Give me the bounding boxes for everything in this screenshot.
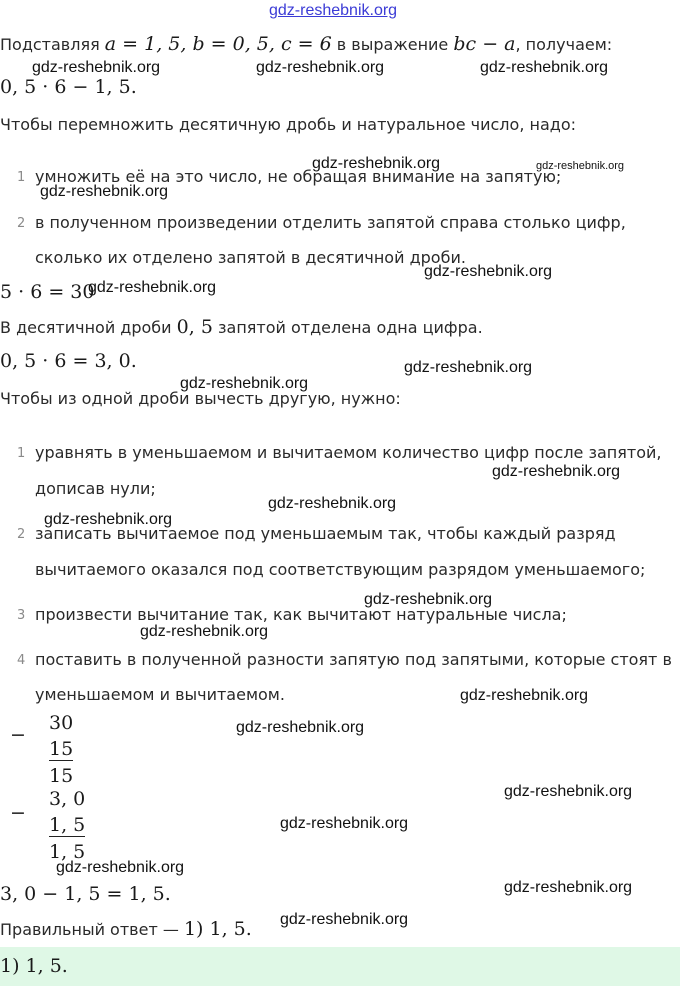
calc-subtraction: 3, 0 − 1, 5 = 1, 5. [0, 883, 171, 905]
decimal-note-suffix: запятой отделена одна цифра. [212, 318, 483, 337]
intro-suffix: , получаем: [515, 35, 613, 54]
intro-expression: bc − a [453, 33, 516, 55]
subtract-rule-heading: Чтобы из одной дроби вычесть другую, нужно: [0, 389, 401, 408]
multiply-step-number: 1 [17, 170, 26, 185]
watermark-text: gdz-reshebnik.org [280, 911, 409, 928]
watermark-text: gdz-reshebnik.org [180, 375, 309, 392]
multiply-step-text: в полученном произведении отделить запятой справа столько цифр, [35, 213, 626, 232]
subtract-step-text: уравнять в уменьшаемом и вычитаемом количество цифр после запятой, [35, 443, 662, 462]
intro-result: 0, 5 · 6 − 1, 5. [0, 76, 137, 98]
multiply-step-number: 2 [17, 216, 26, 231]
subtract-step-text: вычитаемого оказался под соответствующим разрядом уменьшаемого; [35, 560, 646, 579]
watermark-text: gdz-reshebnik.org [504, 879, 633, 896]
watermark-text: gdz-reshebnik.org [492, 463, 621, 480]
multiply-step-text: умножить её на это число, не обращая внимание на запятую; [35, 167, 562, 186]
answer-line-value: 1) 1, 5. [183, 918, 252, 940]
column1-difference: 15 [49, 765, 74, 787]
column1-minus-sign: − [10, 724, 26, 746]
watermark-text: gdz-reshebnik.org [504, 783, 633, 800]
column1-subtrahend: 15 [49, 738, 74, 760]
watermark-text: gdz-reshebnik.org [364, 591, 493, 608]
multiply-rule-heading: Чтобы перемножить десятичную дробь и натуральное число, надо: [0, 115, 576, 134]
decimal-note-text: В десятичной дроби [0, 318, 177, 337]
answer-box [0, 947, 680, 986]
watermark-text: gdz-reshebnik.org [44, 511, 173, 528]
subtract-step-text: поставить в полученной разности запятую под запятыми, которые стоят в [35, 650, 672, 669]
watermark-text: gdz-reshebnik.org [536, 160, 625, 172]
watermark-text: gdz-reshebnik.org [88, 279, 217, 296]
column2-minus-sign: − [10, 802, 26, 824]
watermark-text: gdz-reshebnik.org [32, 59, 161, 76]
intro-line [0, 33, 612, 55]
calc-decimal-product: 0, 5 · 6 = 3, 0. [0, 350, 137, 372]
subtract-step-text: уменьшаемом и вычитаемом. [35, 685, 285, 704]
watermark-text: gdz-reshebnik.org [424, 263, 553, 280]
intro-values: a = 1, 5, b = 0, 5, c = 6 [104, 33, 332, 55]
decimal-note [0, 316, 483, 338]
decimal-note-value: 0, 5 [176, 316, 213, 338]
answer-line [0, 918, 252, 940]
subtract-step-text: дописав нули; [35, 479, 156, 498]
column1-minuend: 30 [49, 712, 74, 734]
subtract-step-number: 1 [17, 446, 26, 461]
watermark-text: gdz-reshebnik.org [404, 359, 533, 376]
answer-line-text: Правильный ответ — [0, 920, 184, 939]
subtract-step-number: 4 [17, 653, 26, 668]
watermark-text: gdz-reshebnik.org [256, 59, 385, 76]
intro-middle: в выражение [331, 35, 454, 54]
calc-product: 5 · 6 = 30 [0, 281, 95, 303]
subtract-step-text: произвести вычитание так, как вычитают натуральные числа; [35, 605, 567, 624]
watermark-text: gdz-reshebnik.org [236, 719, 365, 736]
watermark-top-link[interactable]: gdz-reshebnik.org [269, 2, 398, 19]
subtract-step-number: 2 [17, 527, 26, 542]
watermark-text: gdz-reshebnik.org [268, 495, 397, 512]
watermark-text: gdz-reshebnik.org [312, 155, 441, 172]
watermark-text: gdz-reshebnik.org [56, 859, 185, 876]
watermark-text: gdz-reshebnik.org [140, 623, 269, 640]
subtract-step-text: записать вычитаемое под уменьшаемым так, чтобы каждый разряд [35, 524, 616, 543]
column2-difference: 1, 5 [49, 841, 86, 863]
watermark-text: gdz-reshebnik.org [480, 59, 609, 76]
column2-subtrahend: 1, 5 [49, 814, 86, 836]
subtract-step-number: 3 [17, 608, 26, 623]
answer-box-value: 1) 1, 5. [0, 955, 68, 977]
watermark-text: gdz-reshebnik.org [40, 183, 169, 200]
column2-minuend: 3, 0 [49, 788, 86, 810]
watermark-text: gdz-reshebnik.org [460, 687, 589, 704]
watermark-text: gdz-reshebnik.org [280, 815, 409, 832]
intro-prefix: Подставляя [0, 35, 105, 54]
multiply-step-text: сколько их отделено запятой в десятичной дроби. [35, 248, 466, 267]
